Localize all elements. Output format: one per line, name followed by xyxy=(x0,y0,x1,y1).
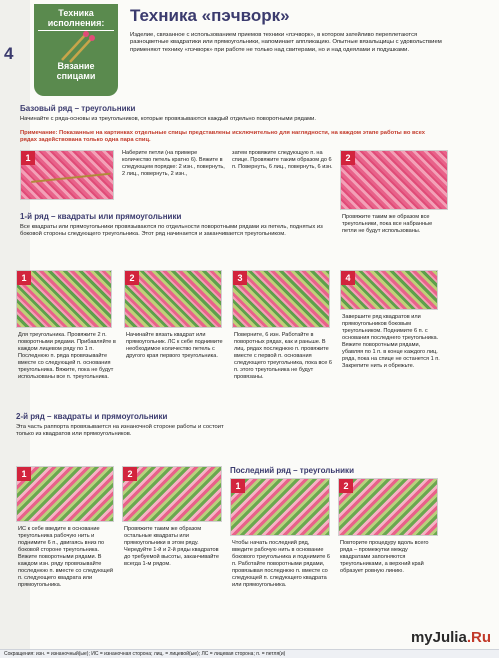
knitting-needles-icon xyxy=(56,30,96,64)
row1-step2-text: Начинайте вязать квадрат или прямоугольник. ЛС к себе поднимите необходимое количество петель с другого края первого треугольника. xyxy=(126,332,223,359)
step-number: 1 xyxy=(17,467,31,481)
row2-step2-photo xyxy=(122,466,222,522)
needle xyxy=(31,173,111,183)
badge-line3: Вязание xyxy=(57,61,95,71)
row2-heading: 2-й ряд – квадраты и прямоугольники xyxy=(16,412,168,421)
intro-paragraph: Изделие, связанное с использованием приемов техники «пэчворк», в котором затейливо переплетаются разноцветные квадратики или прямоугольники, напоминает аппликацию. Опытные вязальщицы с удовольствием применяют технику «пэчворк» при работе не только над свитерами, но и над одеялами и подушками. xyxy=(130,32,442,53)
row1-step3-text: Поверните, 6 изн. Работайте в поворотных рядах, как и раньше. В лиц. рядах последнюю п. провяжите вместе с первой п. основания следующего треугольника, пока все 6 п. этого треугольника не будут провязаны. xyxy=(234,332,332,380)
last-step1-photo xyxy=(230,478,330,536)
row1-step2-photo xyxy=(124,270,222,328)
row2-step1-text: ИС к себе введите в основание треугольника рабочую нить и поднимите 6 п., двигаясь вниз по боковой стороне треугольника. Вяжите поворотными рядами. В каждом изн. ряду провязывайте последнюю п. вместе со следующей п. следующего квадрата или прямоугольника. xyxy=(18,526,114,588)
base-row-text: Начинайте с ряда-основы из треугольников, которые провязываются каждый отдельно поворотными рядами. xyxy=(20,116,316,122)
step-number: 1 xyxy=(17,271,31,285)
page-title: Техника «пэчворк» xyxy=(130,6,290,25)
step-number: 1 xyxy=(21,151,35,165)
site-logo xyxy=(411,629,491,646)
step-number: 2 xyxy=(123,467,137,481)
logo-main: myJulia xyxy=(410,629,467,646)
logo-domain: .Ru xyxy=(466,629,491,646)
row1-heading: 1-й ряд – квадраты или прямоугольники xyxy=(20,212,182,221)
step-number: 2 xyxy=(341,151,355,165)
base-step1-text: Наберите петли (на примере количество петель кратно 6). Вяжите в следующем порядке: 2 изн., повернуть, 2 лиц., повернуть, 2 изн., xyxy=(122,150,225,177)
row1-step4-text: Завершите ряд квадратов или прямоугольников боковым треугольником. Поднимите 6 п. с основания последнего треугольника. Вяжите поворотными рядами, убавляя по 1 п. в конце каждого лиц. ряда, пока на спице не останется 1 п. Закрепите нить и обрежьте. xyxy=(342,314,440,369)
row2-text: Эта часть раппорта провязывается на изнаночной стороне работы и состоит только из квадратов или прямоугольников. xyxy=(16,424,224,438)
step-number: 1 xyxy=(231,479,245,493)
page-number: 4 xyxy=(4,44,14,63)
row2-step1-photo xyxy=(16,466,114,522)
step-number: 2 xyxy=(339,479,353,493)
last-step1-text: Чтобы начать последний ряд, введите рабочую нить в основание бокового треугольника и поднимите 6 п. Работайте поворотными рядами, провязывая последнюю п. вместе со следующей п. следующего квадрата или прямоугольника. xyxy=(232,540,331,588)
base-step1-text-b: затем провяжите следующую п. на спице. Провяжите таким образом до 6 п. Повернуть, 6 лиц., повернуть, 6 изн. xyxy=(232,150,333,170)
abbreviations-footer: Сокращения: изн. = изнаночный(ые); ИС = изнаночная сторона; лиц. = лицевой(ые); ЛС = лицевая сторона; п. = петля(и) xyxy=(0,649,499,658)
last-step2-text: Повторите процедуру вдоль всего ряда – промежутки между квадратами заполняются треугольниками, а верхний край образует ровную линию. xyxy=(340,540,429,574)
last-row-heading: Последний ряд – треугольники xyxy=(230,466,354,475)
base-step2-text: Провяжите таким же образом все треугольники, пока все набранные петли не будут использованы. xyxy=(342,214,433,234)
step-number: 3 xyxy=(233,271,247,285)
step-number: 2 xyxy=(125,271,139,285)
base-row-note: Примечание: Показанные на картинках отдельные спицы представлены исключительно для наглядности, на каждом этапе работы во всех рядах задействована только одна пара спиц. xyxy=(20,130,426,144)
row1-step1-photo xyxy=(16,270,112,328)
base-step2-photo xyxy=(340,150,448,210)
badge-line2: исполнения: xyxy=(38,18,114,31)
row1-step4-photo xyxy=(340,270,438,310)
badge-line4: спицами xyxy=(56,71,96,81)
row1-text: Все квадраты или прямоугольники провязываются по отдельности поворотными рядами из петель, поднятых из боковой стороны следующего треугольника. Этот ряд начинается и заканчивается треугольником. xyxy=(20,224,323,238)
step-number: 4 xyxy=(341,271,355,285)
row1-step3-photo xyxy=(232,270,330,328)
row2-step2-text: Провяжите таким же образом остальные квадраты или прямоугольники в этом ряду. Чередуйте 1-й и 2-й ряды квадратов до требуемой высоты, заканчивайте всегда 1-м рядом. xyxy=(124,526,219,567)
row1-step1-text: Для треугольника. Провяжите 2 п. поворотными рядами. Прибавляйте в каждом лицевом ряду по 1 п. Последнюю п. ряда провязывайте вместе со следующей п. основания треугольника. Вяжите, пока не будут использованы все п. треугольника. xyxy=(18,332,116,380)
last-step2-photo xyxy=(338,478,438,536)
badge-line1: Техника xyxy=(58,8,94,18)
base-step1-photo xyxy=(20,150,114,200)
base-row-heading: Базовый ряд – треугольники xyxy=(20,104,136,113)
